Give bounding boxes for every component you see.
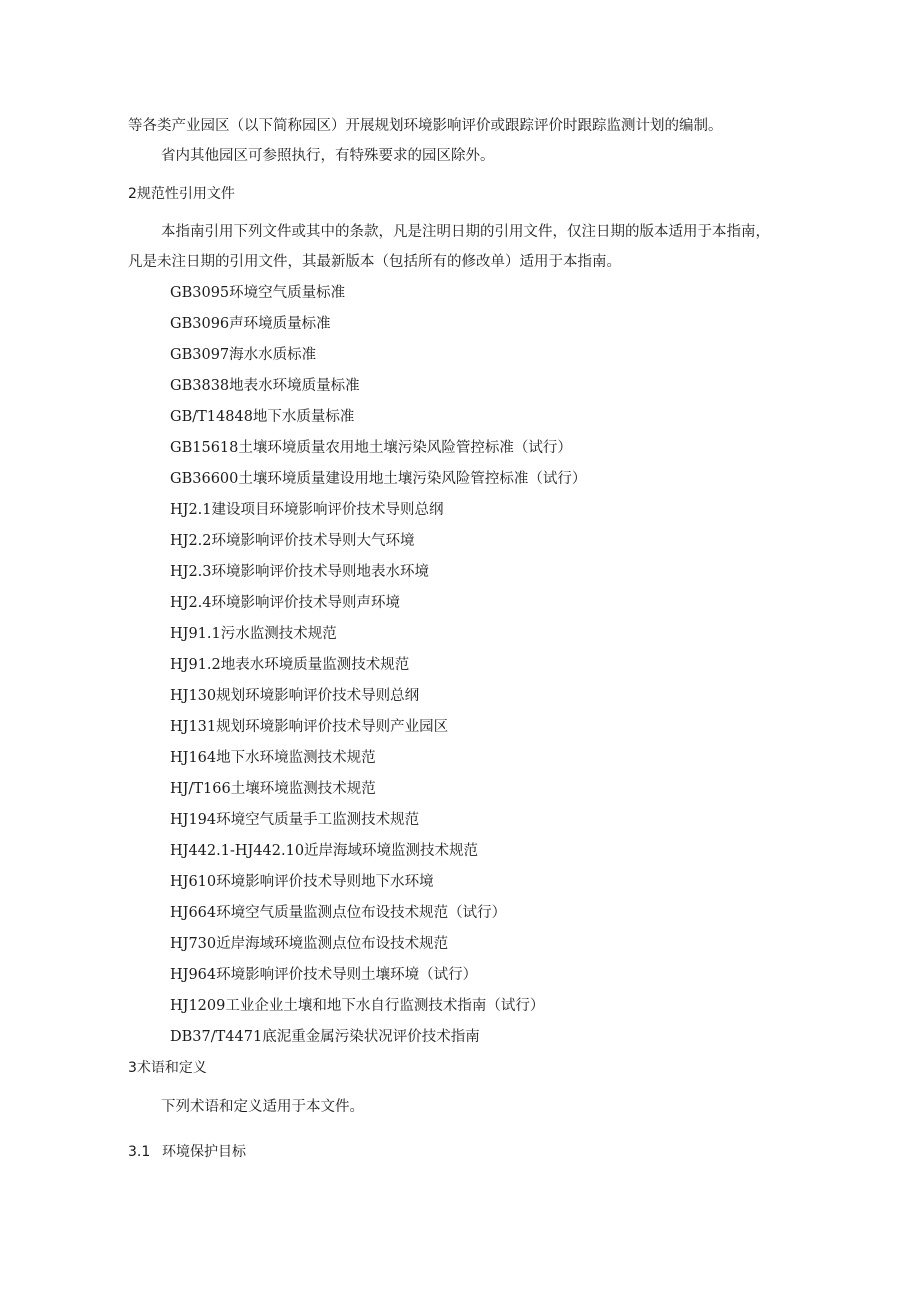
reference-item: HJ91.1污水监测技术规范 (170, 626, 337, 642)
reference-item: HJ610环境影响评价技术导则地下水环境 (170, 874, 434, 890)
reference-item: GB15618土壤环境质量农用地土壤污染风险管控标准（试行） (170, 440, 572, 456)
reference-item: HJ1209工业企业土壤和地下水自行监测技术指南（试行） (170, 998, 545, 1014)
reference-item: GB3097海水水质标准 (170, 347, 317, 363)
reference-item: HJ442.1-HJ442.10近岸海域环境监测技术规范 (170, 843, 479, 859)
intro-line-2: 省内其他园区可参照执行，有特殊要求的园区除外。 (161, 148, 495, 164)
reference-item: HJ194环境空气质量手工监测技术规范 (170, 812, 420, 828)
section-2-heading: 2规范性引用文件 (128, 186, 235, 202)
reference-item: HJ130规划环境影响评价技术导则总纲 (170, 688, 420, 704)
reference-item: GB3838地表水环境质量标准 (170, 378, 360, 394)
section-3-para: 下列术语和定义适用于本文件。 (161, 1099, 364, 1115)
reference-item: GB/T14848地下水质量标准 (170, 409, 355, 425)
subsection-3-1-number: 3.1 (128, 1144, 151, 1160)
reference-item: GB3095环境空气质量标准 (170, 285, 346, 301)
reference-item: GB3096声环境质量标准 (170, 316, 331, 332)
reference-item: HJ131规划环境影响评价技术导则产业园区 (170, 719, 449, 735)
reference-item: DB37/T4471底泥重金属污染状况评价技术指南 (170, 1029, 480, 1045)
reference-item: HJ2.4环境影响评价技术导则声环境 (170, 595, 401, 611)
intro-line-1: 等各类产业园区（以下简称园区）开展规划环境影响评价或跟踪评价时跟踪监测计划的编制。 (128, 118, 723, 134)
reference-item: HJ91.2地表水环境质量监测技术规范 (170, 657, 410, 673)
reference-item: HJ2.1建设项目环境影响评价技术导则总纲 (170, 502, 444, 518)
section-2-para-line-1: 本指南引用下列文件或其中的条款，凡是注明日期的引用文件，仅注日期的版本适用于本指南， (161, 224, 770, 240)
subsection-3-1-title: 环境保护目标 (162, 1144, 246, 1160)
reference-item: HJ/T166土壤环境监测技术规范 (170, 781, 376, 797)
section-2-para-line-2: 凡是未注日期的引用文件，其最新版本（包括所有的修改单）适用于本指南。 (128, 254, 621, 270)
reference-item: HJ730近岸海域环境监测点位布设技术规范 (170, 936, 449, 952)
reference-item: HJ664环境空气质量监测点位布设技术规范（试行） (170, 905, 507, 921)
section-3-heading: 3术语和定义 (128, 1060, 207, 1076)
reference-item: HJ964环境影响评价技术导则土壤环境（试行） (170, 967, 478, 983)
reference-item: HJ2.2环境影响评价技术导则大气环境 (170, 533, 415, 549)
reference-item: GB36600土壤环境质量建设用地土壤污染风险管控标准（试行） (170, 471, 587, 487)
reference-item: HJ164地下水环境监测技术规范 (170, 750, 376, 766)
reference-item: HJ2.3环境影响评价技术导则地表水环境 (170, 564, 430, 580)
